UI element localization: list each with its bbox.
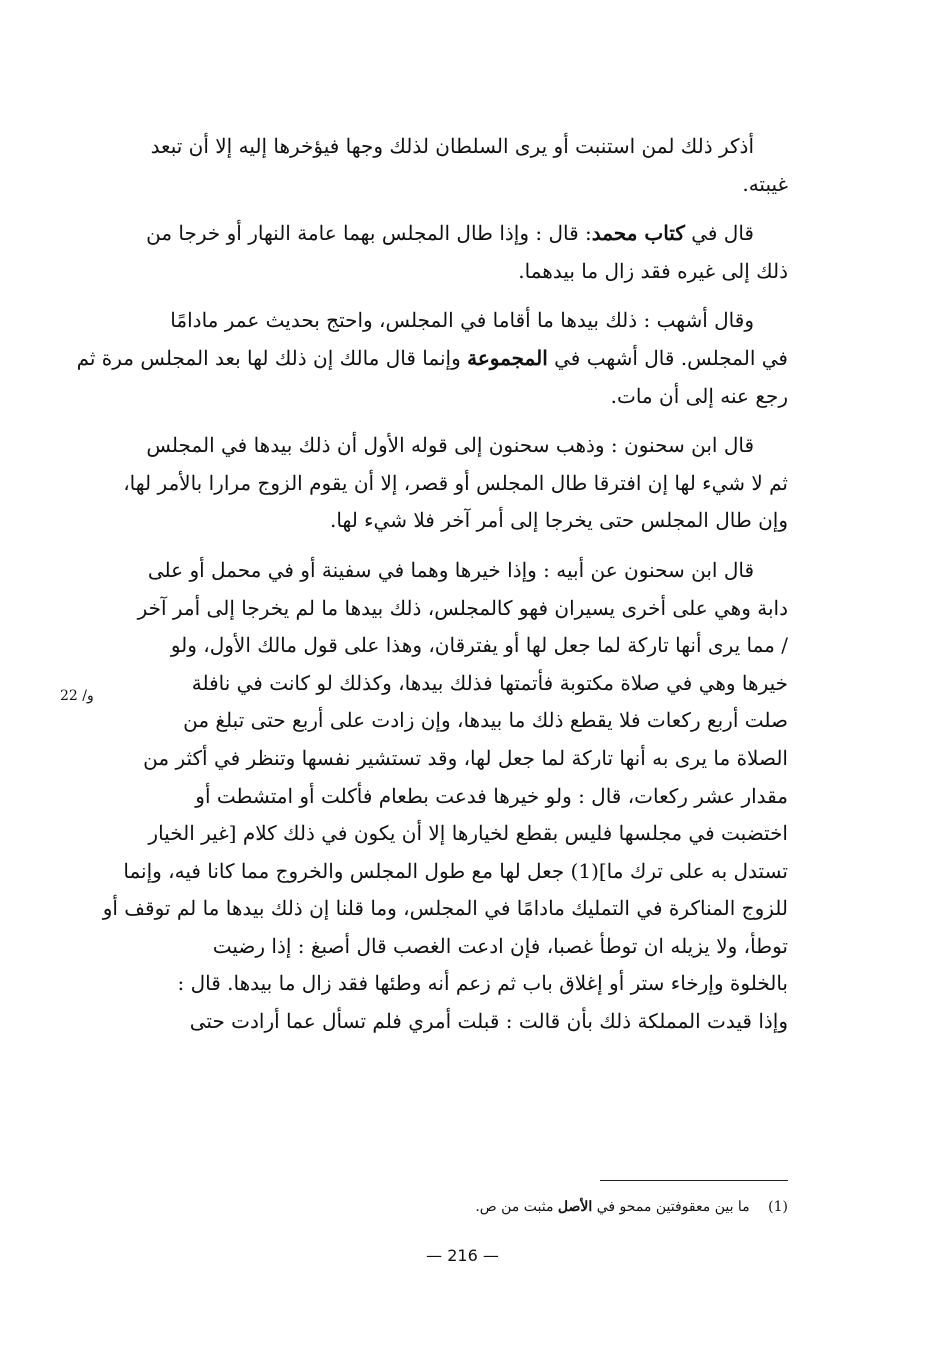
text-line: في المجلس. قال أشهب في المجموعة وإنما قال مالك إن ذلك لها بعد المجلس مرة ثم <box>76 345 788 370</box>
text-line: وإن طال المجلس حتى يخرجا إلى أمر آخر فلا شيء لها. <box>330 508 788 533</box>
text-line: قال ابن سحنون عن أبيه : وإذا خيرها وهما في سفينة أو في محمل أو على <box>147 557 754 582</box>
text-line: تستدل به على ترك ما](1) جعل لها مع طول المجلس والخروج مما كانا فيه، وإنما <box>123 858 788 883</box>
text-line: صلت أربع ركعات فلا يقطع ذلك ما بيدها، وإن زادت على أربع حتى تبلغ من <box>183 708 788 733</box>
text-line: مقدار عشر ركعات، قال : ولو خيرها فدعت بطعام فأكلت أو امتشطت أو <box>195 783 788 808</box>
paragraph-5 <box>102 552 788 1041</box>
text-line: قال ابن سحنون : وذهب سحنون إلى قوله الأول أن ذلك بيدها في المجلس <box>146 433 754 458</box>
footnote-text-after: مثبت من ص. <box>475 1199 554 1215</box>
paragraph-4 <box>120 427 788 540</box>
text-line: ثم لا شيء لها إن افترقا طال المجلس أو قصر، إلا أن يقوم الزوج مرارا بالأمر لها، <box>123 470 788 495</box>
manuscript-folio-note: 22 /و <box>60 688 94 704</box>
text-line: للزوج المناكرة في التمليك مادامًا في المجلس، وما قلنا إن ذلك بيدها ما لم توقف أو <box>102 896 788 921</box>
text-line: وإذا قيدت المملكة ذلك بأن قالت : قبلت أمري فلم تسأل عما أرادت حتى <box>189 1009 788 1034</box>
paragraph-1 <box>120 128 788 203</box>
text-line: وقال أشهب : ذلك بيدها ما أقاما في المجلس، واحتج بحديث عمر مادامًا <box>170 308 754 333</box>
footnote-number: (1) <box>768 1199 788 1215</box>
footnote-divider <box>600 1180 788 1181</box>
text-line: ذلك إلى غيره فقد زال ما بيدهما. <box>518 258 788 283</box>
text-line: دابة وهي على أخرى يسيران فهو كالمجلس، ذلك بيدها ما لم يخرجا إلى أمر آخر <box>137 595 788 620</box>
paragraph-3 <box>76 302 788 415</box>
page-number: — 216 — <box>426 1246 499 1265</box>
text-line: / مما يرى أنها تاركة لما جعل لها أو يفترقان، وهذا على قول مالك الأول، ولو <box>170 633 788 658</box>
text-line: قال في كتاب محمد: قال : وإذا طال المجلس بهما عامة النهار أو خرجا من <box>146 221 754 246</box>
emphasized-phrase: كتاب محمد <box>591 221 685 246</box>
footnote-bold-word: الأصل <box>557 1199 593 1215</box>
text-line: توطأ، ولا يزيله ان توطأ غصبا، فإن ادعت الغصب قال أصبغ : إذا رضيت <box>212 933 788 958</box>
footnote-text-before: ما بين معقوفتين ممحو في <box>596 1199 750 1215</box>
text-line: رجع عنه إلى أن مات. <box>610 383 788 408</box>
text-line: غيبته. <box>742 171 788 196</box>
footnote <box>120 1196 788 1218</box>
emphasized-phrase: المجموعة <box>467 345 548 370</box>
text-line: الصلاة ما يرى به أنها تاركة لما جعل لها، وقد تستشير نفسها وتنظر في أكثر من <box>143 745 788 770</box>
text-line: أذكر ذلك لمن استنبت أو يرى السلطان لذلك وجها فيؤخرها إليه إلا أن تبعد <box>150 134 754 158</box>
paragraph-2 <box>120 215 788 290</box>
text-line: اختضبت في مجلسها فليس بقطع لخيارها إلا أن يكون في ذلك كلام [غير الخيار <box>148 821 788 846</box>
text-line: بالخلوة وإرخاء ستر أو إغلاق باب ثم زعم أنه وطئها فقد زال ما بيدها. قال : <box>177 971 788 996</box>
text-line: خيرها وهي في صلاة مكتوبة فأتمتها فذلك بيدها، وكذلك لو كانت في نافلة <box>191 670 788 695</box>
